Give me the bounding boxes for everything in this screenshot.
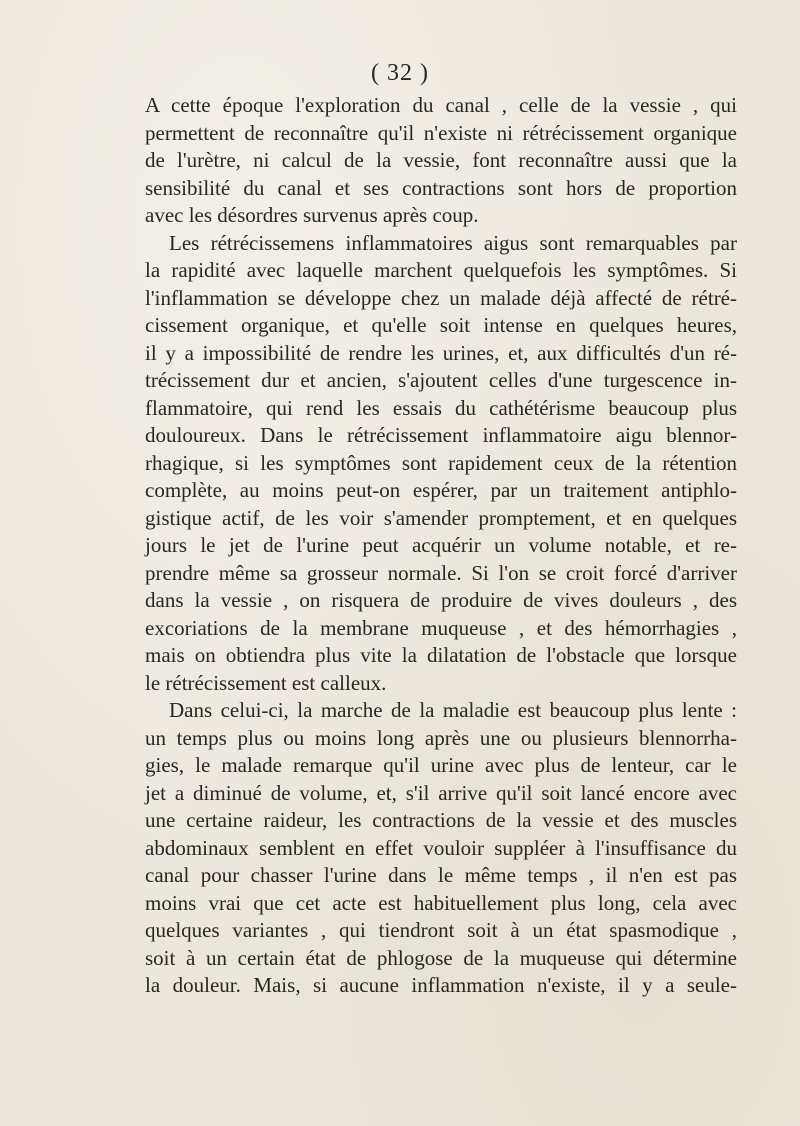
text-line: A cette époque l'exploration du canal , celle de la vessie , qui <box>145 93 737 117</box>
text-line: il y a impossibilité de rendre les urines, et, aux difficultés d'un ré- <box>145 340 737 365</box>
text-line: excoriations de la membrane muqueuse , et des hémorrhagies , <box>145 615 737 640</box>
text-line: Dans celui-ci, la marche de la maladie est beaucoup plus lente : <box>169 698 737 722</box>
text-line: moins vrai que cet acte est habituellement plus long, cela avec <box>145 890 737 915</box>
text-line: flammatoire, qui rend les essais du cathétérisme beaucoup plus <box>145 395 737 420</box>
text-line: dans la vessie , on risquera de produire de vives douleurs , des <box>145 588 737 612</box>
text-line: complète, au moins peut-on espérer, par un traitement antiphlo- <box>145 478 737 502</box>
text-line: sensibilité du canal et ses contractions sont hors de proportion <box>145 175 737 200</box>
text-line: Les rétrécissemens inflammatoires aigus sont remarquables par <box>169 230 737 255</box>
text-line: le rétrécissement est calleux. <box>145 670 387 695</box>
text-line: jours le jet de l'urine peut acquérir un volume notable, et re- <box>145 533 737 557</box>
text-line: soit à un certain état de phlogose de la muqueuse qui détermine <box>145 945 737 970</box>
text-line: trécissement dur et ancien, s'ajoutent celles d'une turgescence in- <box>145 368 737 392</box>
text-line: permettent de reconnaître qu'il n'existe ni rétrécissement organique <box>145 120 737 145</box>
text-line: la rapidité avec laquelle marchent quelquefois les symptômes. Si <box>145 258 737 282</box>
text-line: rhagique, si les symptômes sont rapidement ceux de la rétention <box>145 450 737 475</box>
text-line: l'inflammation se développe chez un malade déjà affecté de rétré- <box>145 285 737 310</box>
page-number: ( 32 ) <box>371 60 429 86</box>
text-line: gistique actif, de les voir s'amender promptement, et en quelques <box>145 505 737 530</box>
text-line: abdominaux semblent en effet vouloir suppléer à l'insuffisance du <box>145 835 737 860</box>
text-line: prendre même sa grosseur normale. Si l'on se croit forcé d'arriver <box>145 560 737 585</box>
paragraph-3 <box>145 697 737 1000</box>
text-line: avec les désordres survenus après coup. <box>145 203 479 227</box>
text-line: un temps plus ou moins long après une ou plusieurs blennorrha- <box>145 725 737 750</box>
text-line: cissement organique, et qu'elle soit intense en quelques heures, <box>145 313 737 337</box>
text-line: mais on obtiendra plus vite la dilatation de l'obstacle que lorsque <box>145 643 737 667</box>
paragraph-1 <box>145 92 737 230</box>
text-line: la douleur. Mais, si aucune inflammation n'existe, il y a seule- <box>145 973 737 997</box>
text-line: canal pour chasser l'urine dans le même temps , il n'en est pas <box>145 863 737 887</box>
text-line: de l'urètre, ni calcul de la vessie, font reconnaître aussi que la <box>145 148 737 172</box>
text-line: gies, le malade remarque qu'il urine avec plus de lenteur, car le <box>145 753 737 777</box>
body-text <box>145 92 737 1000</box>
text-line: douloureux. Dans le rétrécissement inflammatoire aigu blennor- <box>145 423 737 447</box>
text-line: quelques variantes , qui tiendront soit à un état spasmodique , <box>145 918 737 942</box>
paragraph-2 <box>145 230 737 698</box>
text-line: une certaine raideur, les contractions de la vessie et des muscles <box>145 808 737 832</box>
text-line: jet a diminué de volume, et, s'il arrive qu'il soit lancé encore avec <box>145 780 737 805</box>
